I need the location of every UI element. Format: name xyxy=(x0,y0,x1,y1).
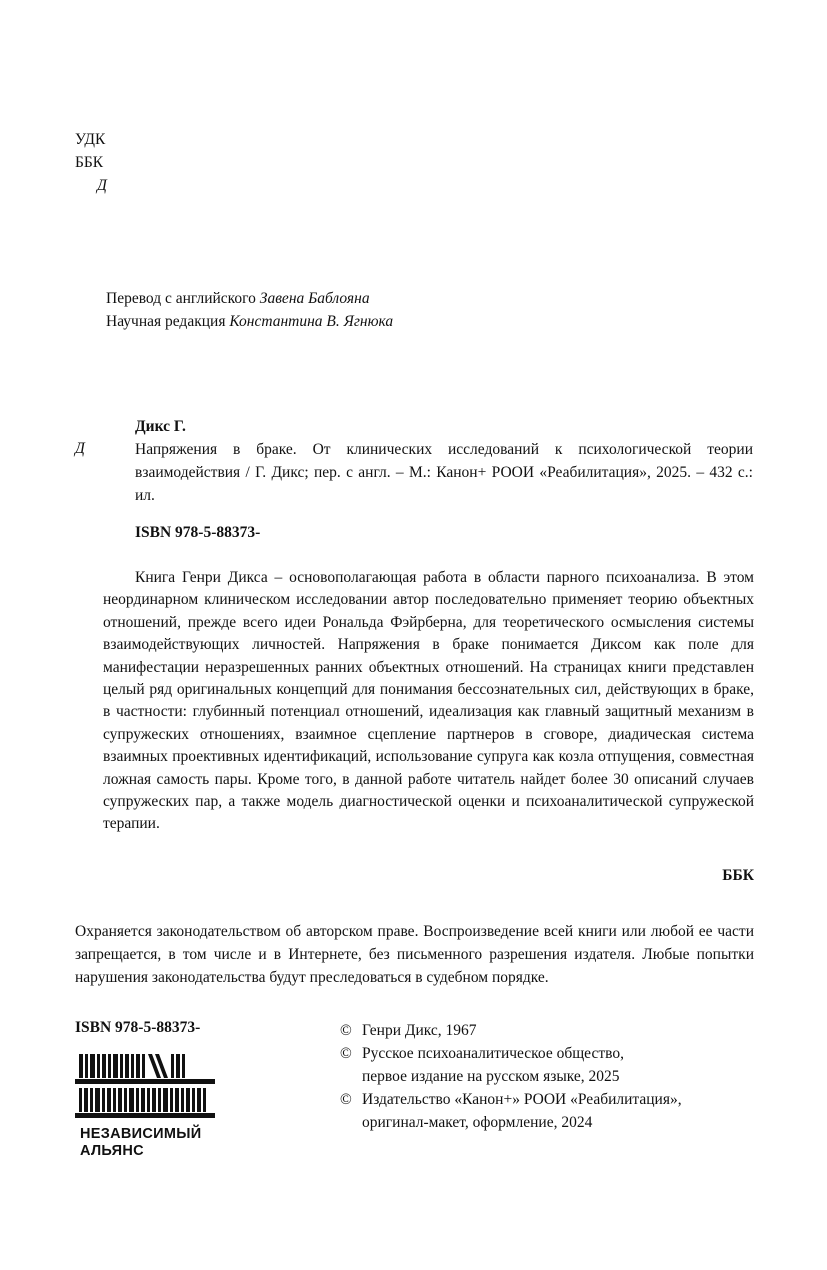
copyright-text: Издательство «Канон+» РООИ «Реабилитация», оригинал-макет, оформление, 2024 xyxy=(362,1091,682,1131)
editor-name: Константина В. Ягнюка xyxy=(229,312,394,330)
bookshelf-logo-icon xyxy=(75,1052,215,1127)
editor-line xyxy=(106,311,393,334)
classification-codes xyxy=(75,128,107,197)
copyright-line xyxy=(340,1019,760,1042)
copyright-symbol: © xyxy=(340,1045,352,1062)
translation-prefix: Перевод с английского xyxy=(106,290,260,307)
copyright-notice: Охраняется законодательством об авторском праве. Воспроизведение всей книги или любой ее части запрещается, в том числе и в Интернете, без письменного разрешения издателя. Любые попытки нарушения законодательства будут преследоваться в судебном порядке. xyxy=(75,923,754,986)
translator-name: Завена Баблояна xyxy=(259,290,370,307)
bookshelf-graphic xyxy=(75,1052,215,1122)
author-mark-margin: Д xyxy=(75,440,85,457)
publisher-logo-text xyxy=(80,1126,201,1160)
bibliographic-record xyxy=(135,415,753,507)
isbn-bottom: ISBN 978-5-88373- xyxy=(75,1019,201,1036)
bbk-label: ББК xyxy=(75,154,104,171)
copyright-symbol: © xyxy=(340,1091,352,1108)
bibliographic-description: Напряжения в браке. От клинических исследований к психологической теории взаимодействия / Г. Дикс; пер. с англ. – М.: Канон+ РООИ «Реабилитация», 2025. – 432 с.: ил. xyxy=(135,441,753,504)
logo-line-1: НЕЗАВИСИМЫЙ xyxy=(80,1126,202,1142)
copyright-line xyxy=(340,1042,760,1088)
isbn-record: ISBN 978-5-88373- xyxy=(135,524,261,541)
logo-line-2: АЛЬЯНС xyxy=(80,1143,144,1159)
copyright-text: Генри Дикс, 1967 xyxy=(362,1022,477,1039)
copyright-line xyxy=(340,1088,760,1134)
copyright-text: Русское психоаналитическое общество, первое издание на русском языке, 2025 xyxy=(362,1045,624,1085)
translator-line xyxy=(106,288,393,311)
author-heading: Дикс Г. xyxy=(135,418,186,435)
bbk-index: ББК xyxy=(722,867,754,884)
copyright-symbol: © xyxy=(340,1022,352,1039)
udk-label: УДК xyxy=(75,131,106,148)
author-mark: Д xyxy=(97,177,107,194)
translation-credits xyxy=(106,288,393,333)
annotation-paragraph: Книга Генри Дикса – основополагающая работа в области парного психоанализа. В этом неординарном клиническом исследовании автор последовательно применяет теорию объектных отношений, прежде всего идеи Рональда Фэйрберна, для теоретического осмысления системы взаимодействующих личностей. Напряжения в браке понимается Диксом как поле для манифестации неразрешенных ранних объектных отношений. На страницах книги представлен целый ряд оригинальных концепций для понимания бессознательных сил, действующих в браке, в частности: глубинный потенциал отношений, идеализация как главный защитный механизм в супружеских отношениях, взаимное сцепление партнеров в сговоре, диадическая система взаимных проективных идентификаций, использование супруга как козла отпущения, совместная ложная самость пары. Кроме того, в данной работе читатель найдет более 30 описаний случаев супружеских пар, а также модель диагностической оценки и психоаналитической супружеской терапии. xyxy=(103,569,754,833)
editor-prefix: Научная редакция xyxy=(106,312,230,330)
copyright-holders xyxy=(340,1019,760,1134)
